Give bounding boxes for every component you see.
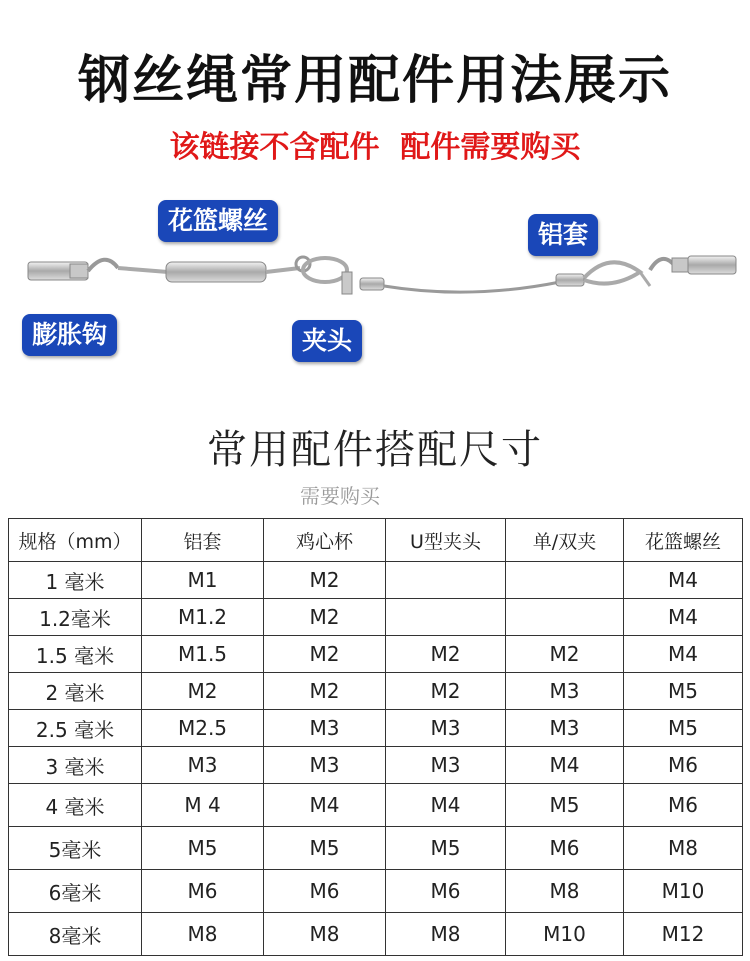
table-row: [9, 827, 743, 870]
cell-thimble: M8: [264, 913, 386, 956]
cell-single-double-clamp: M3: [506, 673, 624, 710]
cell-thimble: M3: [264, 710, 386, 747]
cell-u-clamp: [386, 599, 506, 636]
wire-rope-diagram: [0, 190, 750, 380]
table-row: [9, 913, 743, 956]
cell-thimble: M4: [264, 784, 386, 827]
cell-single-double-clamp: M3: [506, 710, 624, 747]
table-header-row: [9, 519, 743, 562]
clamp-part: [303, 258, 384, 294]
cell-aluminum-sleeve: M1.5: [142, 636, 264, 673]
cell-u-clamp: M3: [386, 747, 506, 784]
cell-u-clamp: M2: [386, 673, 506, 710]
cell-turnbuckle: M10: [624, 870, 743, 913]
cell-spec: 5毫米: [9, 827, 142, 870]
cell-u-clamp: M3: [386, 710, 506, 747]
cell-thimble: M2: [264, 599, 386, 636]
cell-thimble: M5: [264, 827, 386, 870]
cell-thimble: M3: [264, 747, 386, 784]
cell-aluminum-sleeve: M3: [142, 747, 264, 784]
cell-spec: 2.5 毫米: [9, 710, 142, 747]
cell-u-clamp: M8: [386, 913, 506, 956]
cell-aluminum-sleeve: M2.5: [142, 710, 264, 747]
header-turnbuckle: 花篮螺丝: [624, 519, 743, 562]
cell-aluminum-sleeve: M6: [142, 870, 264, 913]
cell-spec: 8毫米: [9, 913, 142, 956]
cell-u-clamp: M2: [386, 636, 506, 673]
cell-turnbuckle: M4: [624, 562, 743, 599]
cell-single-double-clamp: M5: [506, 784, 624, 827]
size-table: [8, 518, 743, 956]
cell-u-clamp: M6: [386, 870, 506, 913]
cell-turnbuckle: M6: [624, 747, 743, 784]
header-single-double-clamp: 单/双夹: [506, 519, 624, 562]
cell-spec: 4 毫米: [9, 784, 142, 827]
section-title: 常用配件搭配尺寸: [207, 427, 543, 473]
aluminum-sleeve-part: [556, 262, 650, 286]
label-expansion-hook: 膨胀钩: [22, 314, 117, 356]
cell-spec: 1.2毫米: [9, 599, 142, 636]
header-u-clamp: U型夹头: [386, 519, 506, 562]
cell-u-clamp: M4: [386, 784, 506, 827]
table-row: [9, 784, 743, 827]
cell-spec: 3 毫米: [9, 747, 142, 784]
header-thimble: 鸡心杯: [264, 519, 386, 562]
cell-turnbuckle: M12: [624, 913, 743, 956]
label-aluminum-sleeve: 铝套: [528, 214, 598, 256]
cell-spec: 6毫米: [9, 870, 142, 913]
table-row: [9, 562, 743, 599]
header-aluminum-sleeve: 铝套: [142, 519, 264, 562]
table-row: [9, 710, 743, 747]
watermark-text: 需要购买: [300, 484, 380, 508]
cell-aluminum-sleeve: M8: [142, 913, 264, 956]
turnbuckle-part: [118, 257, 310, 282]
page-title: 钢丝绳常用配件用法展示: [77, 51, 672, 111]
cell-spec: 1.5 毫米: [9, 636, 142, 673]
cell-single-double-clamp: [506, 599, 624, 636]
cell-single-double-clamp: M8: [506, 870, 624, 913]
size-table-wrapper: [8, 518, 742, 956]
cell-turnbuckle: M5: [624, 710, 743, 747]
cell-single-double-clamp: [506, 562, 624, 599]
cell-aluminum-sleeve: M1.2: [142, 599, 264, 636]
expansion-hook-part: [28, 260, 118, 280]
cell-spec: 1 毫米: [9, 562, 142, 599]
cell-turnbuckle: M8: [624, 827, 743, 870]
cell-aluminum-sleeve: M 4: [142, 784, 264, 827]
label-clamp: 夹头: [292, 320, 362, 362]
label-turnbuckle: 花篮螺丝: [158, 200, 278, 242]
cell-single-double-clamp: M2: [506, 636, 624, 673]
header-spec: 规格（mm）: [9, 519, 142, 562]
cell-thimble: M6: [264, 870, 386, 913]
cell-aluminum-sleeve: M2: [142, 673, 264, 710]
table-row: [9, 599, 743, 636]
table-row: [9, 636, 743, 673]
cell-u-clamp: M5: [386, 827, 506, 870]
cell-turnbuckle: M4: [624, 636, 743, 673]
cell-single-double-clamp: M10: [506, 913, 624, 956]
cell-single-double-clamp: M6: [506, 827, 624, 870]
cell-thimble: M2: [264, 562, 386, 599]
cell-thimble: M2: [264, 636, 386, 673]
table-row: [9, 747, 743, 784]
cell-turnbuckle: M4: [624, 599, 743, 636]
cell-u-clamp: [386, 562, 506, 599]
cell-turnbuckle: M5: [624, 673, 743, 710]
expansion-bolt-right-part: [650, 256, 736, 274]
table-row: [9, 673, 743, 710]
cell-aluminum-sleeve: M1: [142, 562, 264, 599]
cell-spec: 2 毫米: [9, 673, 142, 710]
cell-aluminum-sleeve: M5: [142, 827, 264, 870]
cell-thimble: M2: [264, 673, 386, 710]
cell-turnbuckle: M6: [624, 784, 743, 827]
purchase-notice: 该链接不含配件 配件需要购买: [169, 130, 581, 165]
cell-single-double-clamp: M4: [506, 747, 624, 784]
table-row: [9, 870, 743, 913]
